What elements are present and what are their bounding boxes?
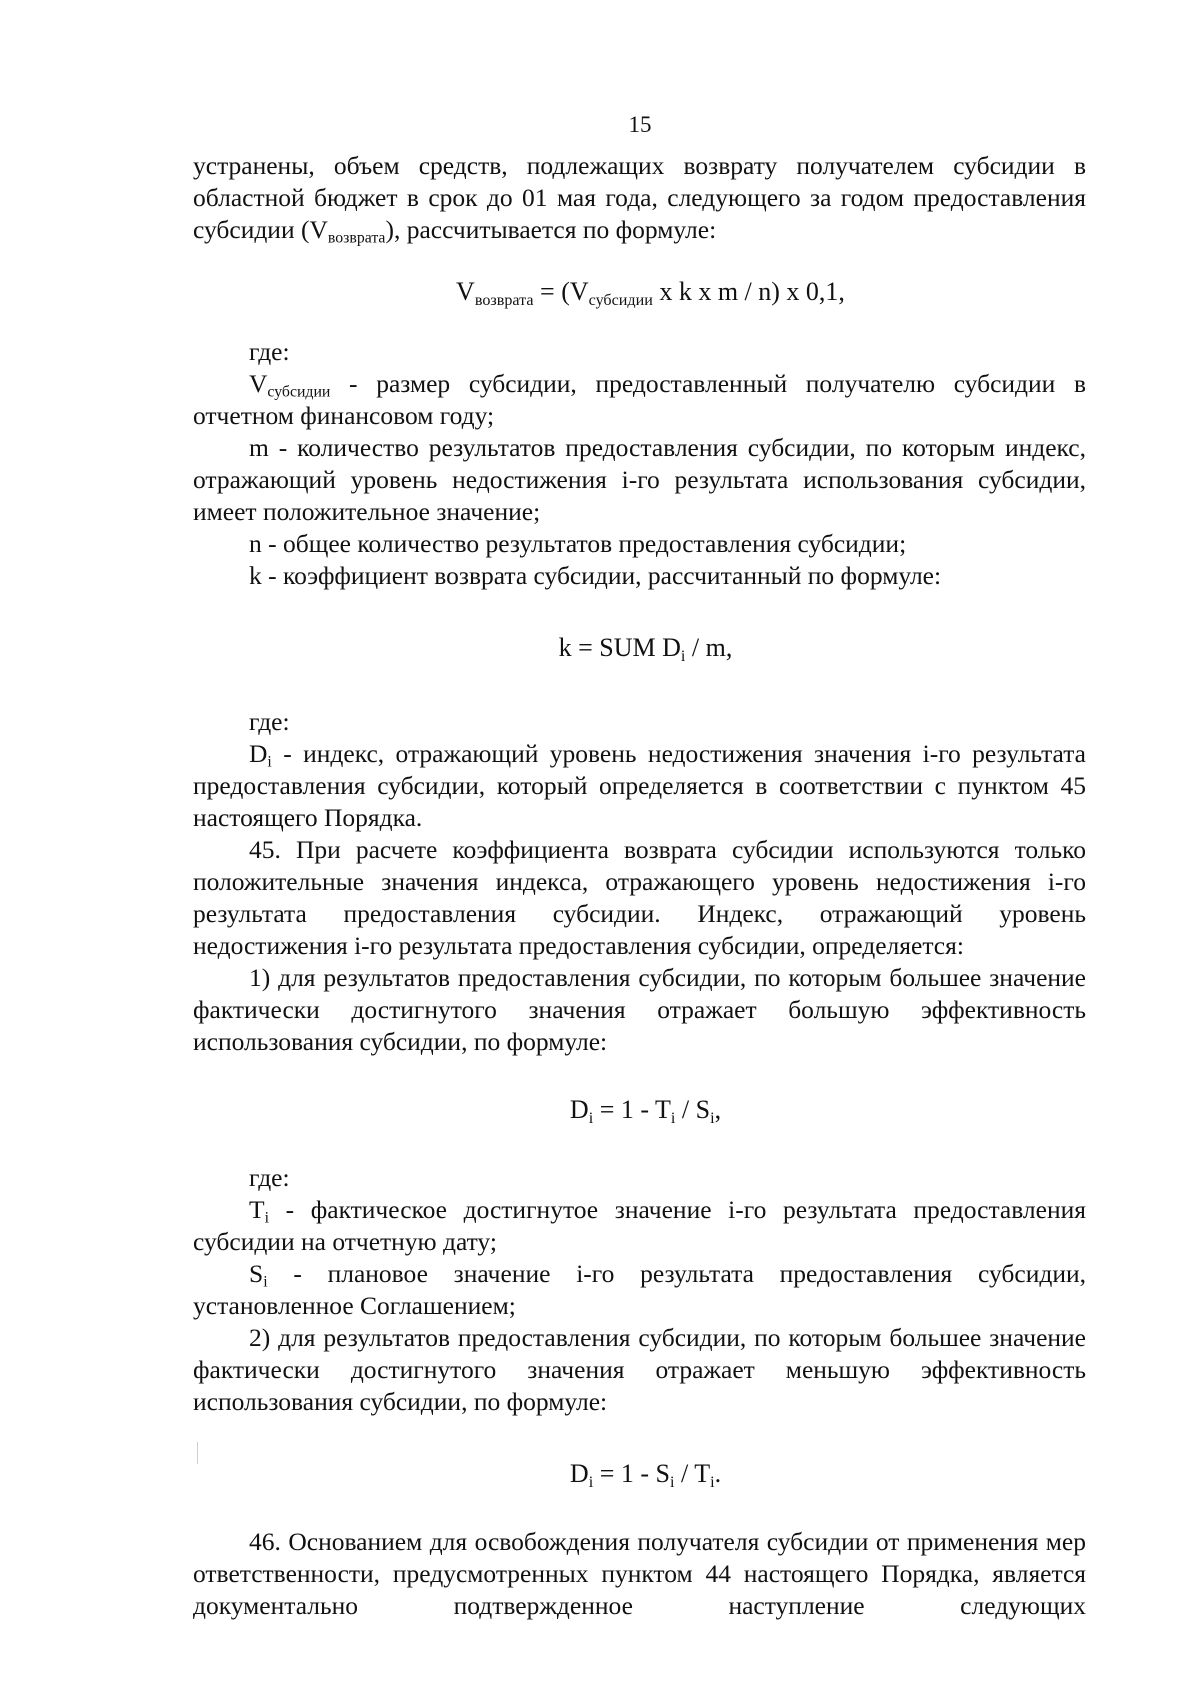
subscript: i [669,1473,675,1491]
formula-di-2 [193,1458,1086,1490]
subscript: i [264,1209,269,1227]
definition-var: S [249,1259,264,1288]
paragraph-continuation [193,150,1086,246]
formula-return-volume [193,276,1086,308]
subscript: i [670,1109,676,1127]
subscript: i [588,1109,594,1127]
scan-mark [197,1442,198,1464]
subscript: i [710,1109,715,1127]
definition-text: - размер субсидии, предоставленный получателю субсидии в отчетном финансовом году; [193,369,1086,430]
definition-m: m - количество результатов предоставления субсидии, по которым индекс, отражающий уровень недостижения i-го результата использования субсидии, имеет положительное значение; [193,433,1086,526]
subscript: возврата [327,229,386,247]
formula-part: k = SUM D [558,633,681,662]
paragraph-text-tail: ), рассчитывается по формуле: [385,215,717,244]
definition-var: V [249,369,268,398]
formula-part: = 1 - T [593,1095,671,1124]
formula-part: = 1 - S [593,1459,670,1488]
paragraph-46: 46. Основанием для освобождения получателя субсидии от применения мер ответственности, предусмотренных пунктом 44 настоящего Порядка, является документально подтвержденное наступление следующих [193,1527,1086,1620]
definition-n: n - общее количество результатов предоставления субсидии; [249,529,907,558]
subscript: возврата [474,291,534,309]
subscript: i [267,753,272,771]
definition-var: T [249,1195,265,1224]
formula-part: . [714,1459,722,1488]
where-label: где: [249,337,290,366]
definition-text: - фактическое достигнутое значение i-го результата предоставления субсидии на отчетную дату; [193,1195,1086,1256]
definition-text: - индекс, отражающий уровень недостижения значения i-го результата предоставления субсидии, который определяется в соответствии с пунктом 45 настоящего Порядка. [193,739,1086,832]
formula-k [193,632,1086,664]
definition-var: D [249,739,268,768]
subscript: субсидии [267,383,331,401]
subscript: i [710,1473,715,1491]
formula-part: = (V [533,277,589,306]
where-label: где: [249,1163,290,1192]
paragraph-45: 45. При расчете коэффициента возврата субсидии используются только положительные значения индекса, отражающего уровень недостижения i-го результата предоставления субсидии. Индекс, отражающий уровень недостижения i-го результата предоставления субсидии, определяется: [193,835,1086,960]
subscript: i [588,1473,594,1491]
where-label: где: [249,707,290,736]
formula-part: / S [675,1095,711,1124]
formula-di-1 [193,1094,1086,1126]
definition-si [193,1258,1086,1322]
document-body [193,150,1086,1622]
subscript: i [263,1273,268,1291]
paragraph-45-item-2: 2) для результатов предоставления субсидии, по которым большее значение фактически достигнутого значения отражает меньшую эффективность использования субсидии, по формуле: [193,1323,1086,1416]
definition-v-subsidy [193,368,1086,432]
formula-part: / m, [685,633,733,662]
formula-part: x k x m / n) x 0,1, [652,277,845,306]
definition-di [193,738,1086,834]
subscript: i [680,647,686,665]
formula-part: , [714,1095,722,1124]
paragraph-text: устранены, объем средств, подлежащих возврату получателем субсидии в областной бюджет в срок до 01 мая года, следующего за годом предоставления субсидии (V [193,151,1086,244]
page-number: 15 [628,112,652,137]
formula-part: / T [674,1459,711,1488]
paragraph-45-item-1: 1) для результатов предоставления субсидии, по которым большее значение фактически достигнутого значения отражает большую эффективность использования субсидии, по формуле: [193,963,1086,1056]
subscript: субсидии [588,291,653,309]
definition-ti [193,1194,1086,1258]
formula-part: D [569,1459,589,1488]
definition-text: - плановое значение i-го результата предоставления субсидии, установленное Соглашением; [193,1259,1086,1320]
formula-part: D [569,1095,589,1124]
formula-var: V [456,277,475,306]
definition-k: k - коэффициент возврата субсидии, рассчитанный по формуле: [249,561,942,590]
